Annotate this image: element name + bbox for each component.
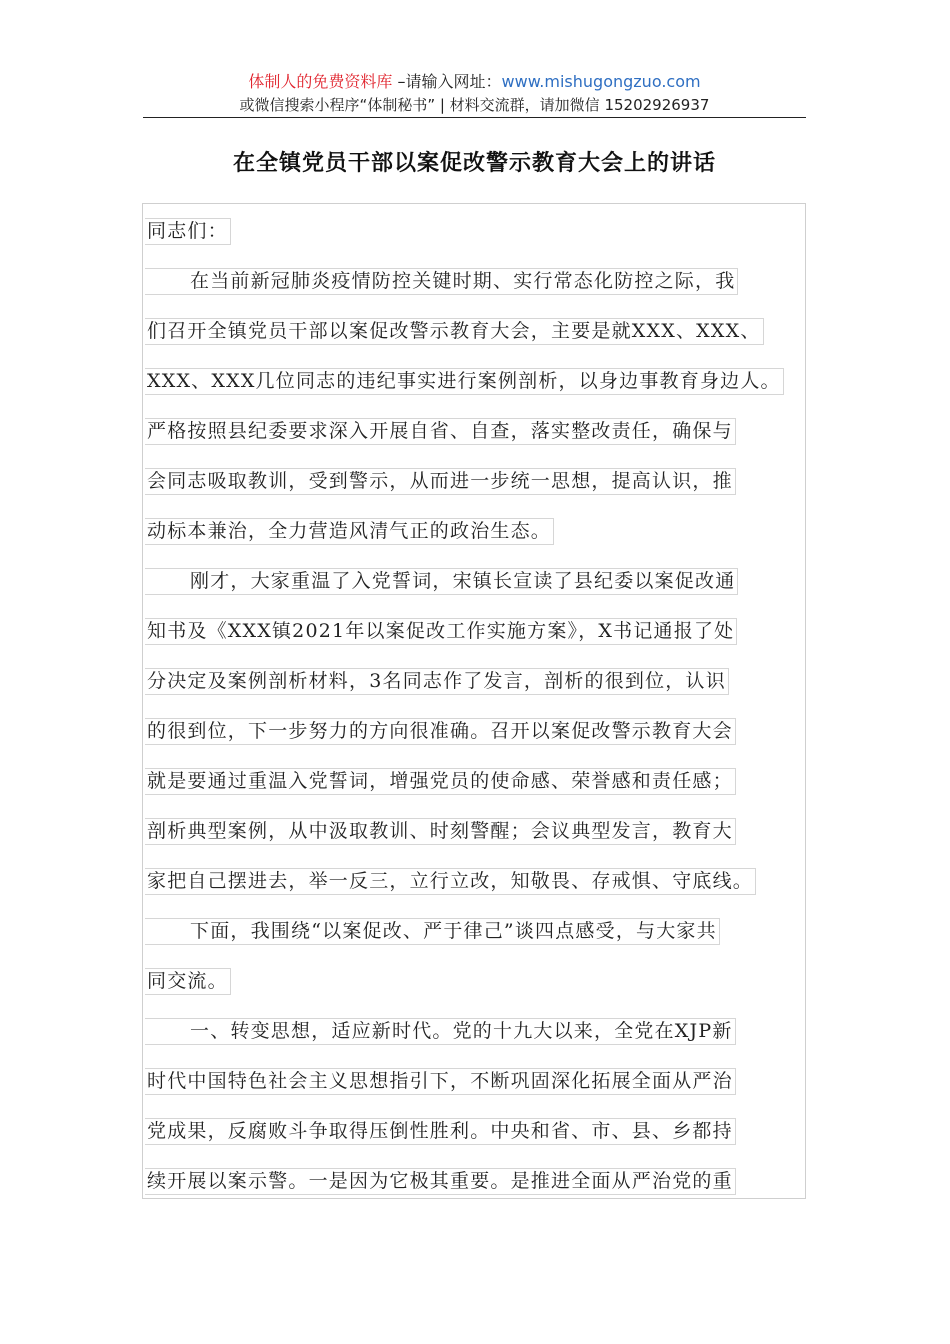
text-line: [145, 806, 825, 856]
text-line: [145, 556, 825, 606]
header-promo-line: [143, 70, 806, 94]
line-text: 党成果，反腐败斗争取得压倒性胜利。中央和省、市、县、乡都持: [145, 1118, 736, 1145]
text-line: [145, 306, 825, 356]
line-text: 就是要通过重温入党誓词，增强党员的使命感、荣誉感和责任感；: [145, 768, 736, 795]
line-text: 会同志吸取教训，受到警示，从而进一步统一思想，提高认识，推: [145, 468, 736, 495]
text-line: [145, 456, 825, 506]
text-line: [145, 206, 825, 256]
line-text: 的很到位，下一步努力的方向很准确。召开以案促改警示教育大会: [145, 718, 736, 745]
text-line: [145, 506, 825, 556]
line-text: 动标本兼治，全力营造风清气正的政治生态。: [145, 518, 554, 545]
text-line: [145, 856, 825, 906]
line-text: 知书及《XXX镇2021年以案促改工作实施方案》，X书记通报了处: [145, 618, 737, 645]
url-prompt: –请输入网址：: [392, 72, 502, 91]
header-contact-line: 或微信搜索小程序“体制秘书” | 材料交流群，请加微信 15202926937: [239, 96, 710, 114]
text-line: [145, 906, 825, 956]
line-text: 续开展以案示警。一是因为它极其重要。是推进全面从严治党的重: [145, 1168, 736, 1195]
text-line: [145, 1056, 825, 1106]
text-line: [145, 1006, 825, 1056]
header-divider: [143, 117, 806, 118]
page-header: [143, 70, 806, 116]
line-text: 刚才，大家重温了入党誓词，宋镇长宣读了县纪委以案促改通: [145, 568, 738, 595]
line-text: 家把自己摆进去，举一反三，立行立改，知敬畏、存戒惧、守底线。: [145, 868, 756, 895]
line-text: XXX、XXX几位同志的违纪事实进行案例剖析，以身边事教育身边人。: [145, 368, 784, 395]
line-text: 分决定及案例剖析材料，3名同志作了发言，剖析的很到位，认识: [145, 668, 729, 695]
line-text: 下面，我围绕“以案促改、严于律己”谈四点感受，与大家共: [145, 918, 720, 945]
line-text: 同交流。: [145, 968, 231, 995]
document-body: [145, 206, 825, 1206]
text-line: [145, 956, 825, 1006]
line-text: 在当前新冠肺炎疫情防控关键时期、实行常态化防控之际，我: [145, 268, 738, 295]
site-name: 体制人的免费资料库: [248, 72, 393, 91]
text-line: [145, 1106, 825, 1156]
site-url-link[interactable]: www.mishugongzuo.com: [501, 72, 701, 91]
text-line: [145, 756, 825, 806]
line-text: 同志们：: [145, 218, 231, 245]
text-line: [145, 356, 825, 406]
text-line: [145, 256, 825, 306]
text-line: [145, 1156, 825, 1206]
text-line: [145, 656, 825, 706]
text-line: [145, 706, 825, 756]
document-title: 在全镇党员干部以案促改警示教育大会上的讲话: [232, 150, 716, 176]
text-line: [145, 406, 825, 456]
line-text: 时代中国特色社会主义思想指引下，不断巩固深化拓展全面从严治: [145, 1068, 736, 1095]
text-line: [145, 606, 825, 656]
line-text: 剖析典型案例，从中汲取教训、时刻警醒；会议典型发言，教育大: [145, 818, 736, 845]
line-text: 们召开全镇党员干部以案促改警示教育大会，主要是就XXX、XXX、: [145, 318, 764, 345]
line-text: 严格按照县纪委要求深入开展自省、自查，落实整改责任，确保与: [145, 418, 736, 445]
line-text: 一、转变思想，适应新时代。党的十九大以来，全党在XJP新: [145, 1018, 736, 1045]
